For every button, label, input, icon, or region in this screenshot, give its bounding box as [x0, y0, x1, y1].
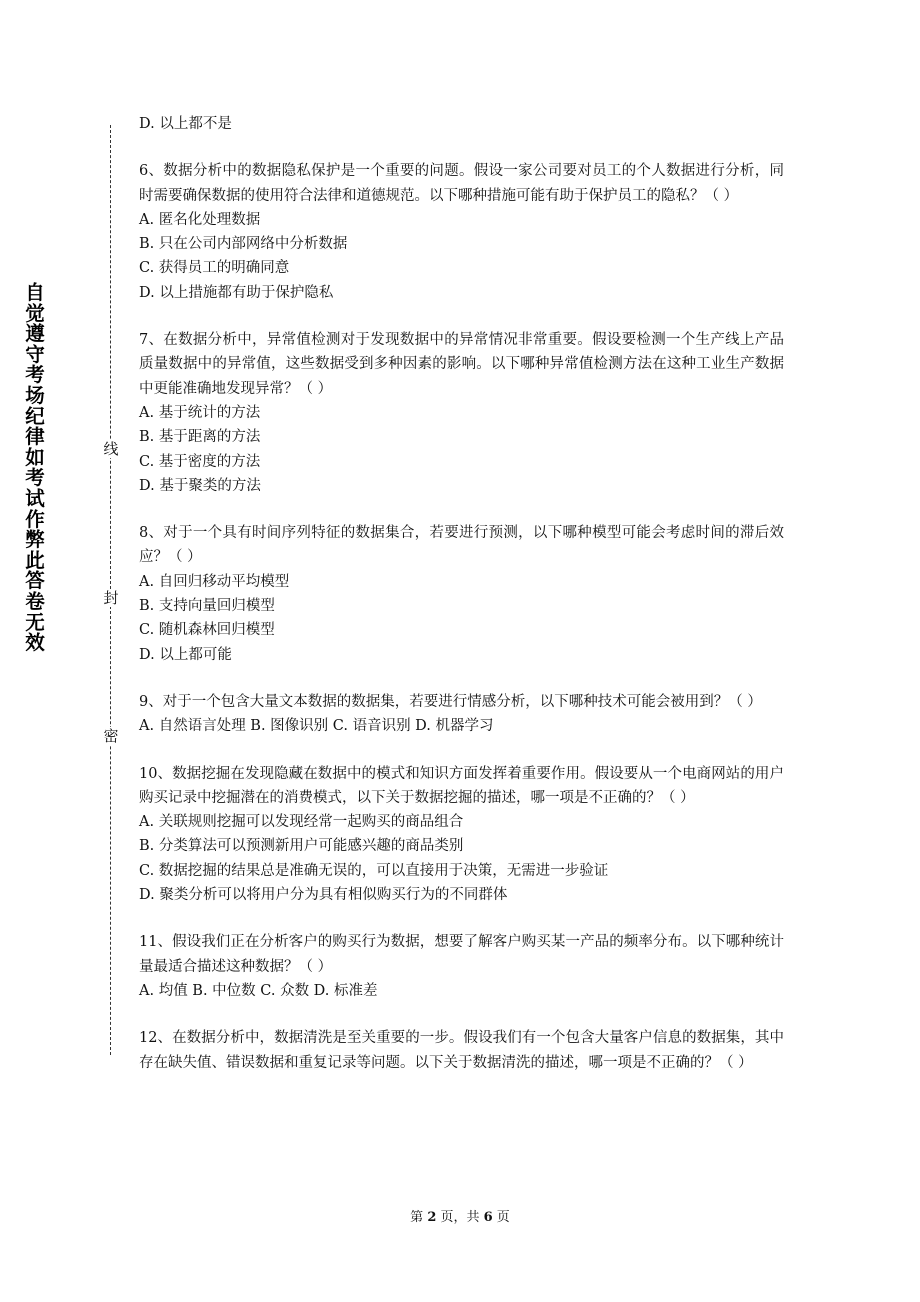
page-footer [0, 1206, 920, 1225]
footer-middle: 页，共 [436, 1210, 484, 1225]
answer-option: D. 以上都可能 [139, 646, 232, 663]
exam-rules-side-title: 自觉遵守考场纪律如考试作弊此答卷无效 [25, 281, 45, 655]
answer-option: D. 以上措施都有助于保护隐私 [139, 284, 334, 301]
answer-option: A. 基于统计的方法 [139, 404, 261, 421]
answer-option: C. 基于密度的方法 [139, 453, 261, 470]
answer-option: C. 数据挖掘的结果总是准确无误的，可以直接用于决策，无需进一步验证 [139, 862, 609, 879]
question-block [139, 690, 784, 739]
question-text: 11、假设我们正在分析客户的购买行为数据，想要了解客户购买某一产品的频率分布。以下哪种统计量最适合描述这种数据？（ ） [139, 934, 784, 975]
answer-option: D. 基于聚类的方法 [139, 477, 261, 494]
question-block [139, 1026, 784, 1075]
question-block [139, 521, 784, 667]
answer-option: A. 关联规则挖掘可以发现经常一起购买的商品组合 [139, 814, 464, 831]
question-text: 10、数据挖掘在发现隐藏在数据中的模式和知识方面发挥着重要作用。假设要从一个电商网站的用户购买记录中挖掘潜在的消费模式，以下关于数据挖掘的描述，哪一项是不正确的？（ ） [139, 765, 784, 806]
answer-option: A. 均值 B. 中位数 C. 众数 D. 标准差 [139, 982, 378, 999]
question-text: 6、数据分析中的数据隐私保护是一个重要的问题。假设一家公司要对员工的个人数据进行分析，同时需要确保数据的使用符合法律和道德规范。以下哪种措施可能有助于保护员工的隐私？（ ） [139, 163, 784, 204]
footer-total-pages: 6 [483, 1210, 493, 1225]
answer-option: D. 聚类分析可以将用户分为具有相似购买行为的不同群体 [139, 887, 508, 904]
footer-page-number: 2 [427, 1210, 437, 1225]
question-block [139, 930, 784, 1003]
answer-option: C. 获得员工的明确同意 [139, 260, 290, 277]
footer-prefix: 第 [410, 1210, 428, 1225]
question-block [139, 159, 784, 305]
question-block [139, 328, 784, 498]
answer-option: B. 基于距离的方法 [139, 429, 261, 446]
answer-option: B. 分类算法可以预测新用户可能感兴趣的商品类别 [139, 838, 464, 855]
answer-option: A. 自然语言处理 B. 图像识别 C. 语音识别 D. 机器学习 [139, 718, 494, 735]
binding-label-seal: 封 [103, 589, 119, 607]
footer-suffix: 页 [492, 1210, 510, 1225]
binding-label-secret: 密 [103, 727, 119, 745]
question-content [139, 112, 784, 1075]
question-text: 12、在数据分析中，数据清洗是至关重要的一步。假设我们有一个包含大量客户信息的数据集，其中存在缺失值、错误数据和重复记录等问题。以下关于数据清洗的描述，哪一项是不正确的？（ ） [139, 1030, 784, 1071]
answer-option: B. 只在公司内部网络中分析数据 [139, 236, 348, 253]
binding-label-line: 线 [103, 440, 119, 458]
carry-over-option: D. 以上都不是 [139, 116, 232, 132]
answer-option: C. 随机森林回归模型 [139, 622, 275, 639]
answer-option: A. 匿名化处理数据 [139, 211, 261, 228]
answer-option: A. 自回归移动平均模型 [139, 573, 290, 590]
question-text: 7、在数据分析中，异常值检测对于发现数据中的异常情况非常重要。假设要检测一个生产线上产品质量数据中的异常值，这些数据受到多种因素的影响。以下哪种异常值检测方法在这种工业生产数据中更能准确地发现异常？（ ） [139, 332, 784, 397]
question-text: 8、对于一个具有时间序列特征的数据集合，若要进行预测，以下哪种模型可能会考虑时间的滞后效应？（ ） [139, 525, 784, 566]
question-text: 9、对于一个包含大量文本数据的数据集，若要进行情感分析，以下哪种技术可能会被用到？（ ） [139, 693, 762, 710]
question-block [139, 762, 784, 908]
answer-option: B. 支持向量回归模型 [139, 598, 275, 615]
